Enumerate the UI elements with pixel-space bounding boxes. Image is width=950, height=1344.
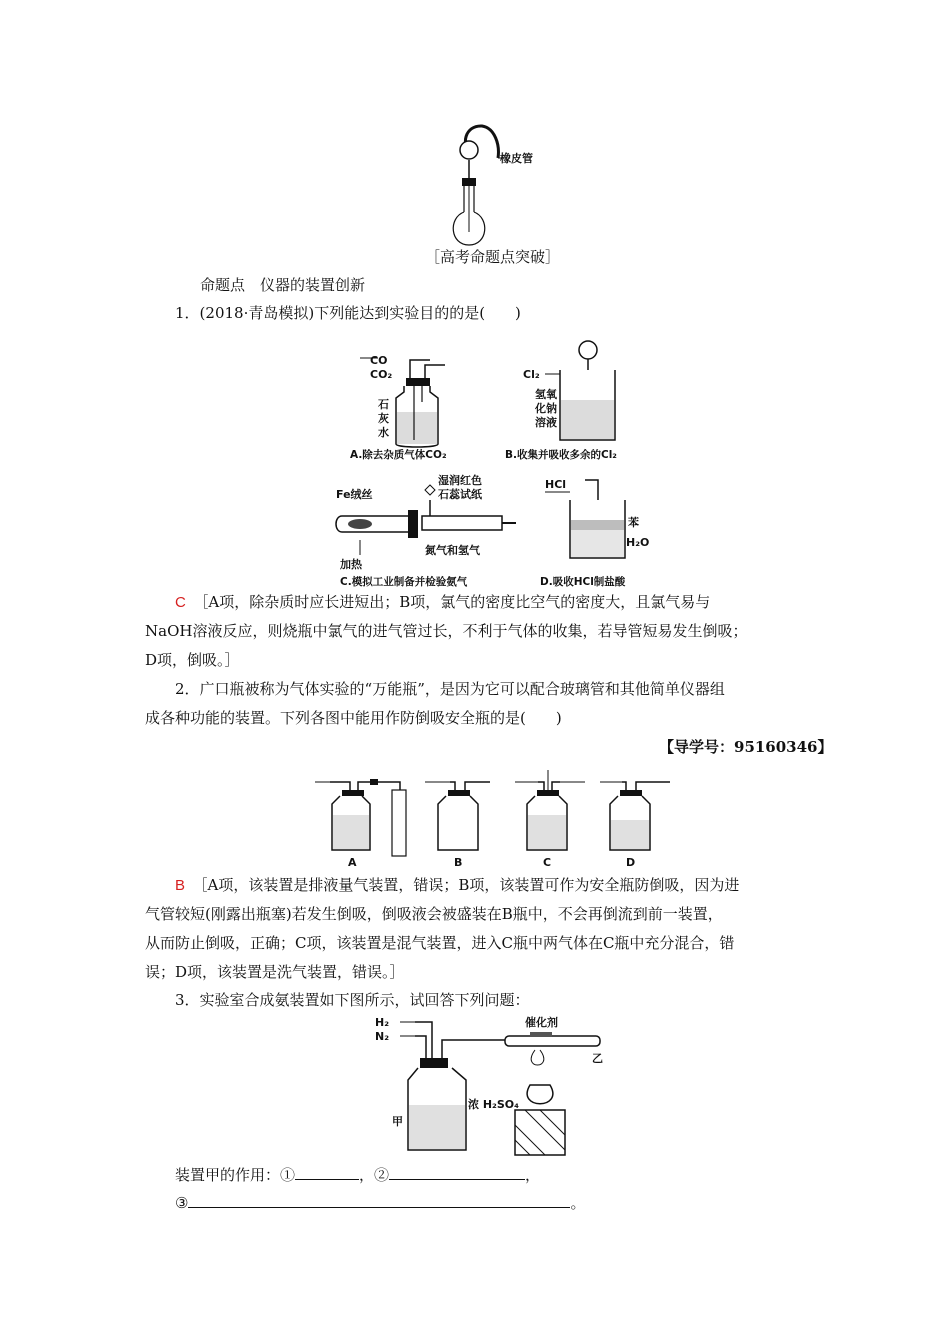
q1-b-gas: Cl₂	[523, 368, 540, 381]
q3-figure	[370, 1010, 620, 1158]
q2-stem-1: 2．广口瓶被称为气体实验的“万能瓶”，是因为它可以配合玻璃管和其他简单仪器组	[175, 680, 725, 698]
q1-d-water: H₂O	[626, 536, 650, 549]
q3-fill-1: 装置甲的作用：①	[175, 1166, 296, 1184]
q2-guide-number: 【导学号：95160346】	[659, 738, 833, 756]
q3-blank-1[interactable]	[295, 1161, 359, 1180]
q2-label-a: A	[348, 856, 357, 869]
q1-a-gas1: CO	[370, 354, 388, 367]
q1-d-caption: D.吸收HCl制盐酸	[540, 576, 626, 588]
q1-d-benzene: 苯	[628, 516, 639, 529]
q3-fill-line-2	[175, 1189, 585, 1218]
q1-a-liquid-1: 石	[378, 398, 389, 411]
q3-catalyst: 催化剂	[525, 1016, 558, 1029]
q1-explain-2: NaOH溶液反应，则烧瓶中氯气的进气管过长，不利于气体的收集，若导管短易发生倒吸；	[145, 622, 748, 640]
q1-c-heat: 加热	[340, 558, 362, 571]
q2-label-d: D	[626, 856, 636, 869]
q1-b-liquid-2: 化钠	[535, 402, 557, 415]
q3-fill-line-1	[175, 1161, 540, 1190]
q2-bottle-d	[600, 782, 670, 869]
q1-a-liquid-2: 灰	[378, 412, 389, 425]
q1-c-fe: Fe绒丝	[336, 488, 373, 501]
q1-b-caption: B.收集并吸收多余的Cl₂	[505, 449, 617, 461]
q2-explain-2: 气管较短(刚露出瓶塞)若发生倒吸，倒吸液会被盛装在B瓶中，不会再倒流到前一装置，	[145, 905, 723, 923]
q1-c-caption: C.模拟工业制备并检验氨气	[340, 576, 468, 588]
q2-bottle-a	[315, 779, 406, 869]
q2-explanation	[145, 871, 815, 987]
q1-answer: C	[175, 594, 186, 611]
q2-bottle-c	[515, 770, 585, 869]
q2-figure	[310, 770, 680, 878]
q3-n2: N₂	[375, 1030, 390, 1043]
q1-a-liquid-3: 水	[378, 426, 389, 439]
q3-jia: 甲	[392, 1115, 403, 1128]
q1-explain-1: ［A项，除杂质时应长进短出；B项，氯气的密度比空气的密度大，且氯气易与	[200, 593, 711, 611]
q1-explanation	[145, 588, 815, 675]
q3-sep-1: ，②	[359, 1166, 390, 1184]
q1-a-caption: A.除去杂质气体CO₂	[350, 449, 447, 461]
topic-heading: 命题点 仪器的装置创新	[200, 276, 366, 294]
q1-b-liquid-3: 溶液	[535, 416, 557, 429]
q1-stem: 1．(2018·青岛模拟)下列能达到实验目的的是( )	[175, 304, 521, 322]
q3-yi: 乙	[592, 1052, 603, 1065]
q1-a-gas2: CO₂	[370, 368, 393, 381]
q1-figure	[330, 340, 660, 592]
q2-stem	[145, 675, 815, 733]
rubber-tube-label: 橡皮管	[500, 152, 533, 165]
top-figure-flask	[440, 120, 580, 250]
q3-end: 。	[570, 1194, 586, 1212]
q3-circle-3: ③	[175, 1194, 189, 1212]
q2-explain-4: 误；D项，该装置是洗气装置，错误。］	[145, 963, 405, 981]
q2-answer: B	[175, 877, 186, 894]
q1-c-paper2: 石蕊试纸	[438, 488, 482, 501]
q3-blank-3[interactable]	[188, 1189, 570, 1208]
q2-label-b: B	[454, 856, 463, 869]
q1-c-paper1: 湿润红色	[438, 474, 482, 487]
q2-explain-3: 从而防止倒吸，正确；C项，该装置是混气装置，进入C瓶中两气体在C瓶中充分混合，错	[145, 934, 735, 952]
q1-d-gas: HCl	[545, 478, 567, 491]
q2-explain-1: ［A项，该装置是排液量气装置，错误；B项，该装置可作为安全瓶防倒吸，因为进	[200, 876, 740, 894]
q2-bottle-b	[425, 782, 490, 869]
section-heading: ［高考命题点突破］	[425, 248, 561, 266]
q1-b-liquid-1: 氢氧	[535, 388, 557, 401]
q3-blank-2[interactable]	[389, 1161, 525, 1180]
q1-explain-3: D项，倒吸。］	[145, 651, 240, 669]
q1-c-gas: 氮气和氢气	[425, 544, 480, 557]
q3-stem: 3．实验室合成氨装置如下图所示，试回答下列问题：	[175, 991, 530, 1009]
q1-apparatus-d	[545, 480, 625, 558]
q3-sep-2: ，	[525, 1166, 541, 1184]
q2-label-c: C	[543, 856, 552, 869]
q3-h2: H₂	[375, 1016, 390, 1029]
q3-acid: 浓 H₂SO₄	[468, 1098, 519, 1111]
q2-stem-2: 成各种功能的装置。下列各图中能用作防倒吸安全瓶的是( )	[145, 709, 562, 727]
